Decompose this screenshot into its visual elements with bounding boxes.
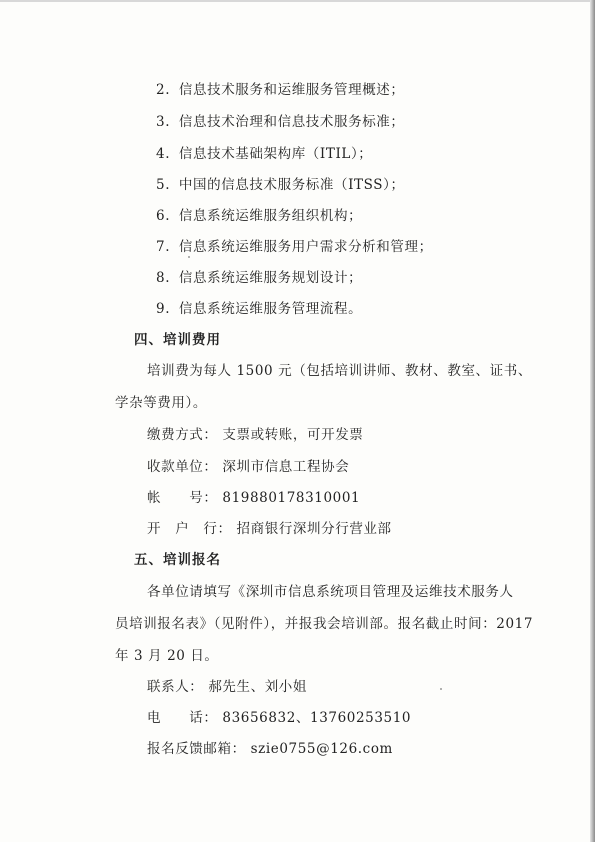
list-item [156,78,405,98]
account-label: 帐 号： [147,490,218,506]
list-item-text: 信息技术服务和运维服务管理概述； [178,82,405,98]
account-value: 819880178310001 [222,490,361,506]
list-item [156,142,372,162]
email-row [147,737,393,757]
list-item-text: 信息系统运维服务规划设计； [178,270,363,286]
payment-method-row [147,423,363,443]
contact-row [147,675,307,695]
phone-row [147,706,411,726]
bank-value: 招商银行深圳分行营业部 [236,521,392,537]
scan-right-edge [590,0,595,842]
list-item-text: 信息技术治理和信息技术服务标准； [178,114,405,130]
payment-method-value: 支票或转账，可开发票 [222,427,364,443]
list-item-text: 信息技术基础架构库（ITIL）； [178,146,373,162]
list-item-number: 8. [156,270,171,286]
section-heading-fees: 四、培训费用 [134,332,221,348]
list-item [156,110,405,130]
list-item-number: 3. [156,114,171,130]
list-item-text: 信息系统运维服务组织机构； [178,208,363,224]
list-item-number: 2. [156,82,171,98]
list-item-number: 4. [156,146,171,162]
list-item [156,266,362,286]
fee-paragraph-line: 培训费为每人 1500 元（包括培训讲师、教材、教室、证书、 [147,363,532,379]
list-item-text: 信息系统运维服务用户需求分析和管理； [178,239,433,255]
list-item-number: 6. [156,208,171,224]
list-item [156,204,362,224]
scan-speck [188,256,190,258]
bank-label: 开 户 行： [147,521,232,537]
phone-value: 83656832、13760253510 [222,710,412,726]
registration-paragraph-line: 各单位请填写《深圳市信息系统项目管理及运维技术服务人 [147,584,514,600]
fee-paragraph-line: 学杂等费用）。 [115,395,207,411]
list-item [156,173,405,193]
email-value: szie0755@126.com [250,741,393,757]
contact-label: 联系人： [147,679,204,695]
section-heading-registration: 五、培训报名 [134,552,221,568]
list-item [156,297,362,317]
phone-label: 电 话： [147,710,218,726]
registration-paragraph-line: 员培训报名表》（见附件），并报我会培训部。报名截止时间：2017 [115,616,534,632]
bank-row [147,517,392,537]
payee-row [147,455,349,475]
scan-top-edge [0,0,595,2]
list-item-text: 中国的信息技术服务标准（ITSS）； [178,177,405,193]
list-item-number: 7. [156,239,171,255]
list-item-number: 5. [156,177,171,193]
account-row [147,486,360,506]
contact-value: 郝先生、刘小姐 [208,679,308,695]
payment-method-label: 缴费方式： [147,427,218,443]
list-item-text: 信息系统运维服务管理流程。 [178,301,363,317]
scan-speck [440,688,442,690]
list-item [156,235,433,255]
list-item-number: 9. [156,301,171,317]
registration-paragraph-line: 年 3 月 20 日。 [115,648,219,664]
payee-value: 深圳市信息工程协会 [222,459,350,475]
email-label: 报名反馈邮箱： [147,741,246,757]
payee-label: 收款单位： [147,459,218,475]
